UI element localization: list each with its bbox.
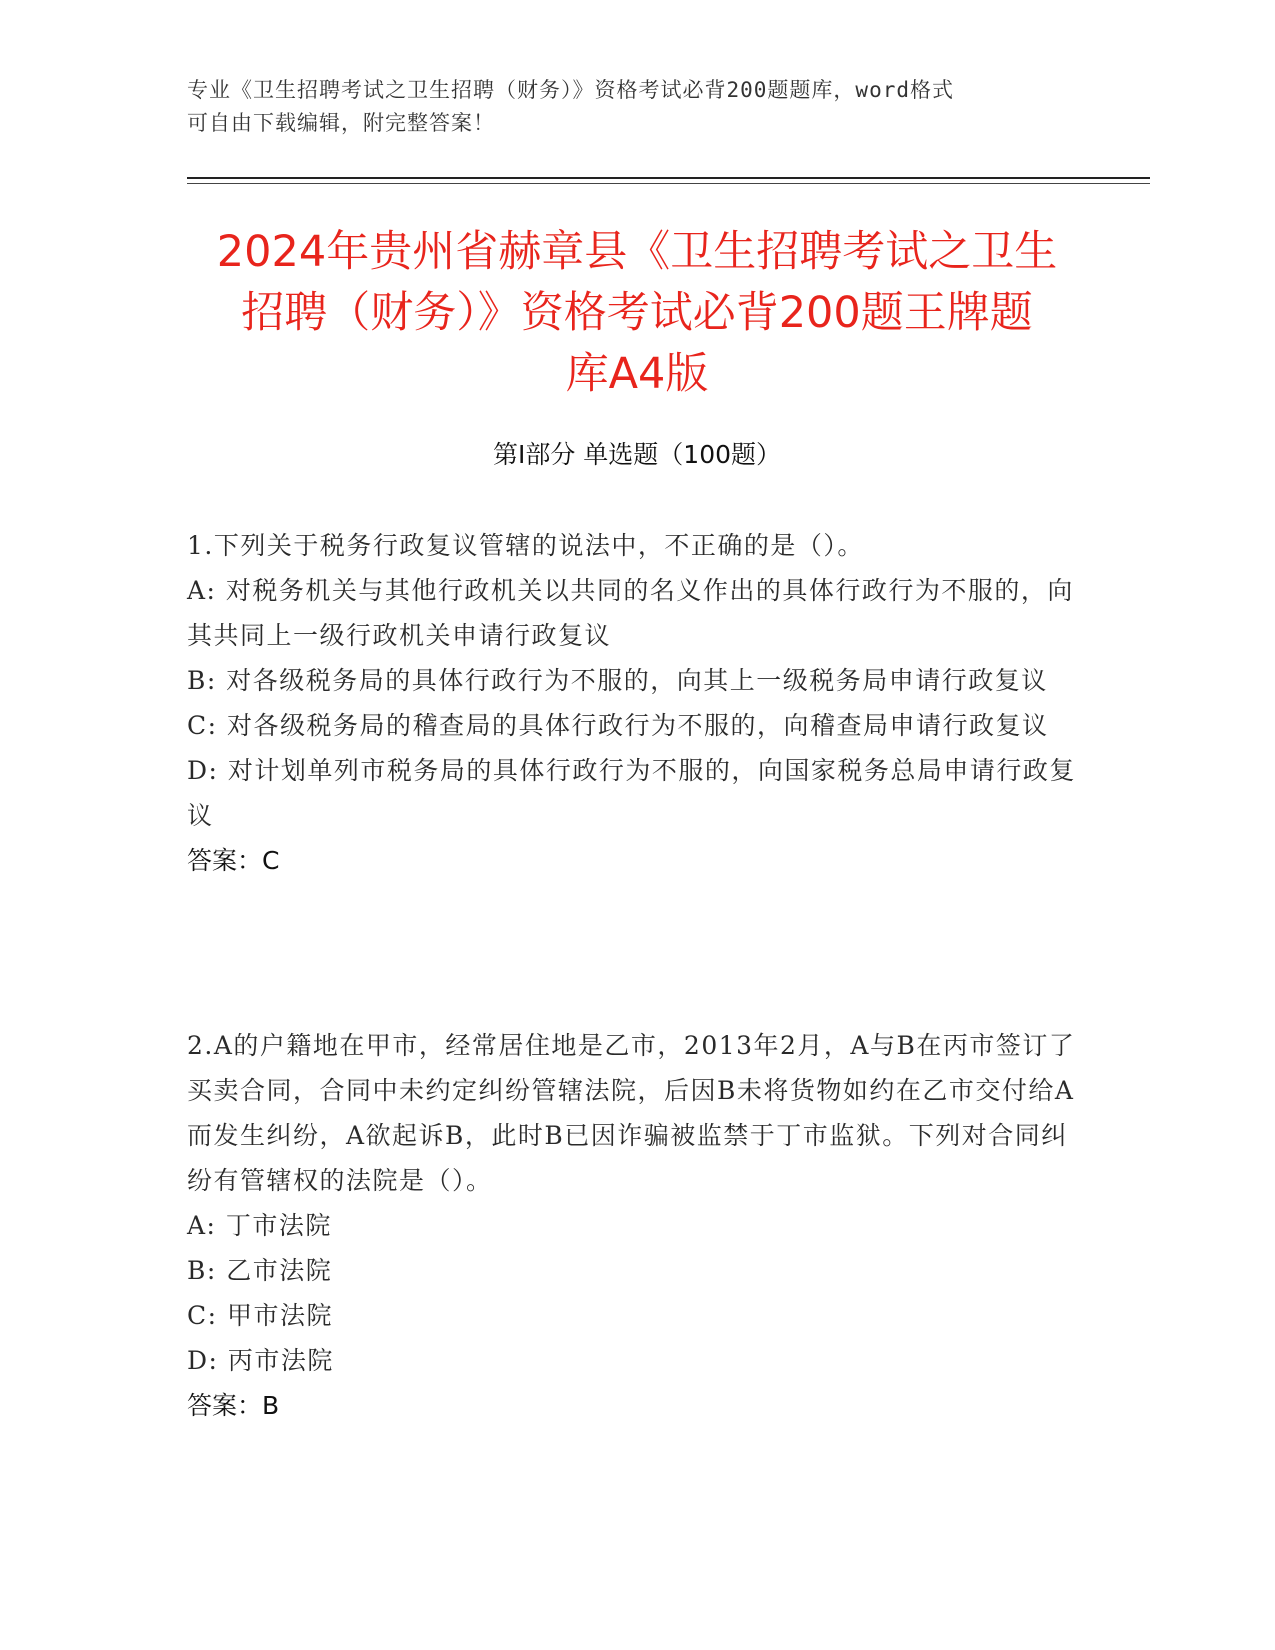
header-note <box>187 74 1087 140</box>
section-heading: 第I部分 单选题（100题） <box>492 440 782 469</box>
question-stem: 1.下列关于税务行政复议管辖的说法中，不正确的是（）。 <box>187 531 864 560</box>
header-divider-thick <box>187 177 1150 179</box>
answer-label: 答案：B <box>187 1391 280 1420</box>
option-d: D: 丙市法院 <box>187 1346 334 1375</box>
option-d: D: 对计划单列市税务局的具体行政行为不服的，向国家税务总局申请行政复议 <box>187 756 1076 830</box>
option-b: B: 乙市法院 <box>187 1256 333 1285</box>
question-stem: 2.A的户籍地在甲市，经常居住地是乙市，2013年2月，A与B在丙市签订了买卖合同，合同中未约定纠纷管辖法院，后因B未将货物如约在乙市交付给A而发生纠纷，A欲起诉B，此时B已因诈骗被监禁于丁市监狱。下列对合同纠纷有管辖权的法院是（）。 <box>187 1031 1076 1195</box>
header-divider-thin <box>187 183 1150 184</box>
question-2 <box>187 1023 1087 1428</box>
option-b: B: 对各级税务局的具体行政行为不服的，向其上一级税务局申请行政复议 <box>187 666 1048 695</box>
title-line-2: 招聘（财务）》资格考试必背200题王牌题 <box>241 288 1033 338</box>
option-c: C: 甲市法院 <box>187 1301 333 1330</box>
header-note-line-2: 可自由下载编辑，附完整答案！ <box>187 111 495 135</box>
option-a: A: 丁市法院 <box>187 1211 332 1240</box>
option-c: C: 对各级税务局的稽查局的具体行政行为不服的，向稽查局申请行政复议 <box>187 711 1049 740</box>
header-note-line-1: 专业《卫生招聘考试之卫生招聘（财务）》资格考试必背200题题库，word格式 <box>187 78 954 102</box>
title-line-1: 2024年贵州省赫章县《卫生招聘考试之卫生 <box>216 227 1058 277</box>
title-line-3: 库A4版 <box>565 349 709 399</box>
option-a: A: 对税务机关与其他行政机关以共同的名义作出的具体行政行为不服的，向其共同上一级行政机关申请行政复议 <box>187 576 1074 650</box>
answer-label: 答案：C <box>187 846 280 875</box>
document-title <box>187 222 1087 405</box>
question-1 <box>187 523 1087 883</box>
